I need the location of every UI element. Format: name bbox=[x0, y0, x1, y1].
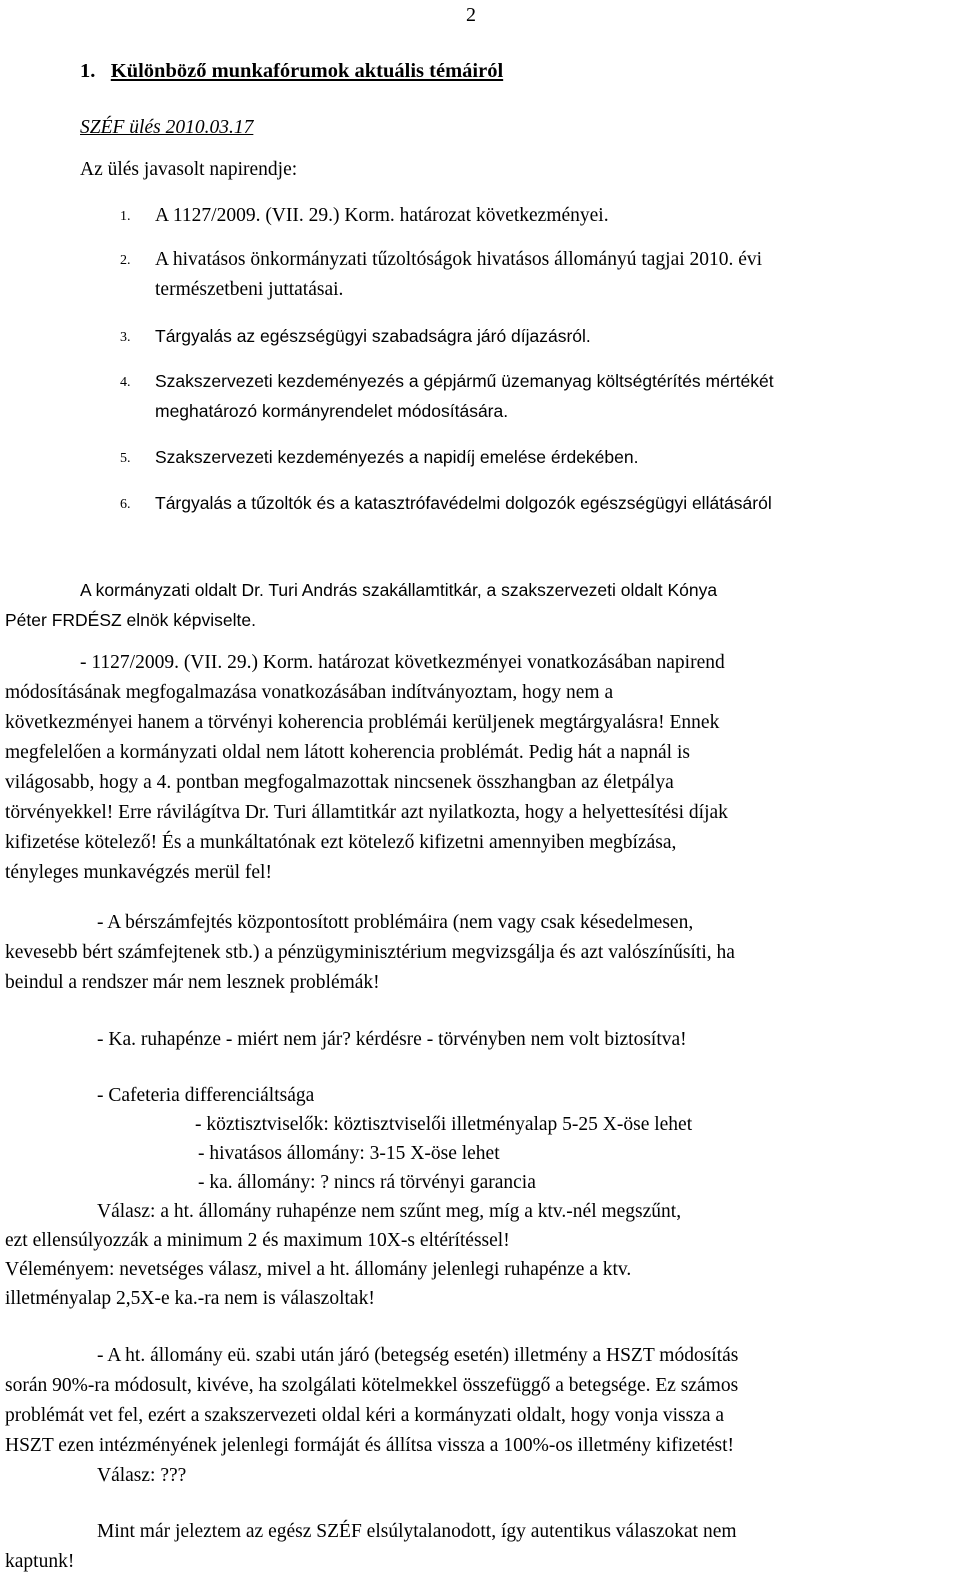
agenda-item-text: Tárgyalás az egészségügyi szabadságra járó díjazásról. bbox=[155, 326, 591, 346]
cafeteria-item: - ka. állomány: ? nincs rá törvényi garancia bbox=[198, 1172, 536, 1193]
agenda-item-number: 2. bbox=[120, 253, 131, 268]
heading-number: 1. bbox=[80, 60, 96, 82]
text-line: - 1127/2009. (VII. 29.) Korm. határozat következményei vonatkozásában napirend bbox=[80, 652, 725, 673]
cafeteria-opinion: illetményalap 2,5X-e ka.-ra nem is válaszoltak! bbox=[5, 1288, 375, 1309]
text-line: kevesebb bért számfejtenek stb.) a pénzügyminisztérium megvizsgálja és azt valószínűsíti, ha bbox=[5, 942, 735, 963]
text-line: megfelelően a kormányzati oldal nem látott koherencia problémát. Pedig hát a napnál is bbox=[5, 742, 690, 763]
agenda-item-number: 3. bbox=[120, 330, 131, 345]
text-line: - A ht. állomány eü. szabi után járó (betegség esetén) illetmény a HSZT módosítás bbox=[97, 1345, 739, 1366]
heading-title: Különböző munkafórumok aktuális témáiról bbox=[110, 60, 504, 82]
section-heading bbox=[80, 61, 503, 82]
text-line: során 90%-ra módosult, kivéve, ha szolgálati kötelmekkel összefüggő a betegsége. Ez számos bbox=[5, 1375, 739, 1396]
text-line: kaptunk! bbox=[5, 1551, 75, 1572]
closing-paragraph bbox=[5, 1517, 949, 1577]
agenda-item-text: Tárgyalás a tűzoltók és a katasztrófavédelmi dolgozók egészségügyi ellátásáról bbox=[155, 493, 772, 513]
text-line: tényleges munkavégzés merül fel! bbox=[5, 862, 272, 883]
agenda-item-text: meghatározó kormányrendelet módosítására. bbox=[155, 401, 509, 421]
agenda-item-number: 1. bbox=[120, 209, 131, 224]
agenda-item-number: 6. bbox=[120, 497, 131, 512]
text-line: A kormányzati oldalt Dr. Turi András szakállamtitkár, a szakszervezeti oldalt Kónya bbox=[80, 580, 718, 600]
cafeteria-item: - hivatásos állomány: 3-15 X-öse lehet bbox=[198, 1143, 500, 1164]
agenda-item-number: 5. bbox=[120, 451, 131, 466]
korm-hatarozat-paragraph bbox=[5, 648, 949, 888]
cafeteria-section bbox=[5, 1081, 949, 1313]
eu-szabi-paragraph bbox=[5, 1341, 949, 1491]
ruhapenz-paragraph bbox=[5, 1025, 949, 1055]
text-line: kifizetése kötelező! És a munkáltatónak ezt kötelező kifizetni amennyiben megbízása, bbox=[5, 832, 677, 853]
cafeteria-answer: ezt ellensúlyozzák a minimum 2 és maximum 10X-s eltérítéssel! bbox=[5, 1230, 510, 1251]
text-line bbox=[5, 678, 949, 708]
agenda-item-text: Szakszervezeti kezdeményezés a gépjármű üzemanyag költségtérítés mértékét bbox=[155, 371, 774, 391]
text-line: törvényekkel! Erre rávilágítva Dr. Turi államtitkár azt nyilatkozta, hogy a helyettesítési díjak bbox=[5, 802, 728, 823]
text-line: világosabb, hogy a 4. pontban megfogalmazottak nincsenek összhangban az életpálya bbox=[5, 772, 674, 793]
berszamfejtes-paragraph bbox=[5, 908, 949, 998]
text-line: Péter FRDÉSZ elnök képviselte. bbox=[5, 610, 256, 630]
justified-line: módosításának megfogalmazása vonatkozásában indítványoztam, hogy nem a bbox=[5, 682, 614, 703]
agenda-item-text: természetbeni juttatásai. bbox=[155, 279, 344, 300]
text-line: HSZT ezen intézményének jelenlegi formáját és állítsa vissza a 100%-os illetmény kifizetést! bbox=[5, 1435, 735, 1456]
agenda-item-text: A 1127/2009. (VII. 29.) Korm. határozat következményei. bbox=[155, 205, 609, 226]
agenda-item-text: A hivatásos önkormányzati tűzoltóságok hivatásos állományú tagjai 2010. évi bbox=[155, 249, 763, 270]
agenda-item-text: Szakszervezeti kezdeményezés a napidíj emelése érdekében. bbox=[155, 447, 639, 467]
text-line: problémát vet fel, ezért a szakszervezeti oldal kéri a kormányzati oldalt, hogy vonja vissza a bbox=[5, 1405, 725, 1426]
page-number: 2 bbox=[466, 4, 476, 26]
text-line: beindul a rendszer már nem lesznek problémák! bbox=[5, 972, 380, 993]
answer-line: Válasz: ??? bbox=[97, 1465, 187, 1486]
representation-paragraph bbox=[5, 575, 949, 635]
meeting-title: SZÉF ülés 2010.03.17 bbox=[80, 117, 254, 138]
text-line: következményei hanem a törvényi koherencia problémái kerüljenek megtárgyalásra! Ennek bbox=[5, 712, 720, 733]
cafeteria-answer: Válasz: a ht. állomány ruhapénze nem szűnt meg, míg a ktv.-nél megszűnt, bbox=[97, 1201, 682, 1222]
cafeteria-opinion: Véleményem: nevetséges válasz, mivel a ht. állomány jelenlegi ruhapénze a ktv. bbox=[5, 1259, 632, 1280]
text-line: - Ka. ruhapénze - miért nem jár? kérdésre - törvényben nem volt biztosítva! bbox=[97, 1029, 687, 1050]
text-line: Mint már jeleztem az egész SZÉF elsúlytalanodott, így autentikus válaszokat nem bbox=[97, 1521, 737, 1542]
text-line: - A bérszámfejtés központosított problémáira (nem vagy csak késedelmesen, bbox=[97, 912, 694, 933]
cafeteria-title: - Cafeteria differenciáltsága bbox=[97, 1085, 315, 1106]
agenda-intro: Az ülés javasolt napirendje: bbox=[80, 159, 298, 180]
agenda-item-number: 4. bbox=[120, 375, 131, 390]
cafeteria-item: - köztisztviselők: köztisztviselői illetményalap 5-25 X-öse lehet bbox=[195, 1114, 693, 1135]
